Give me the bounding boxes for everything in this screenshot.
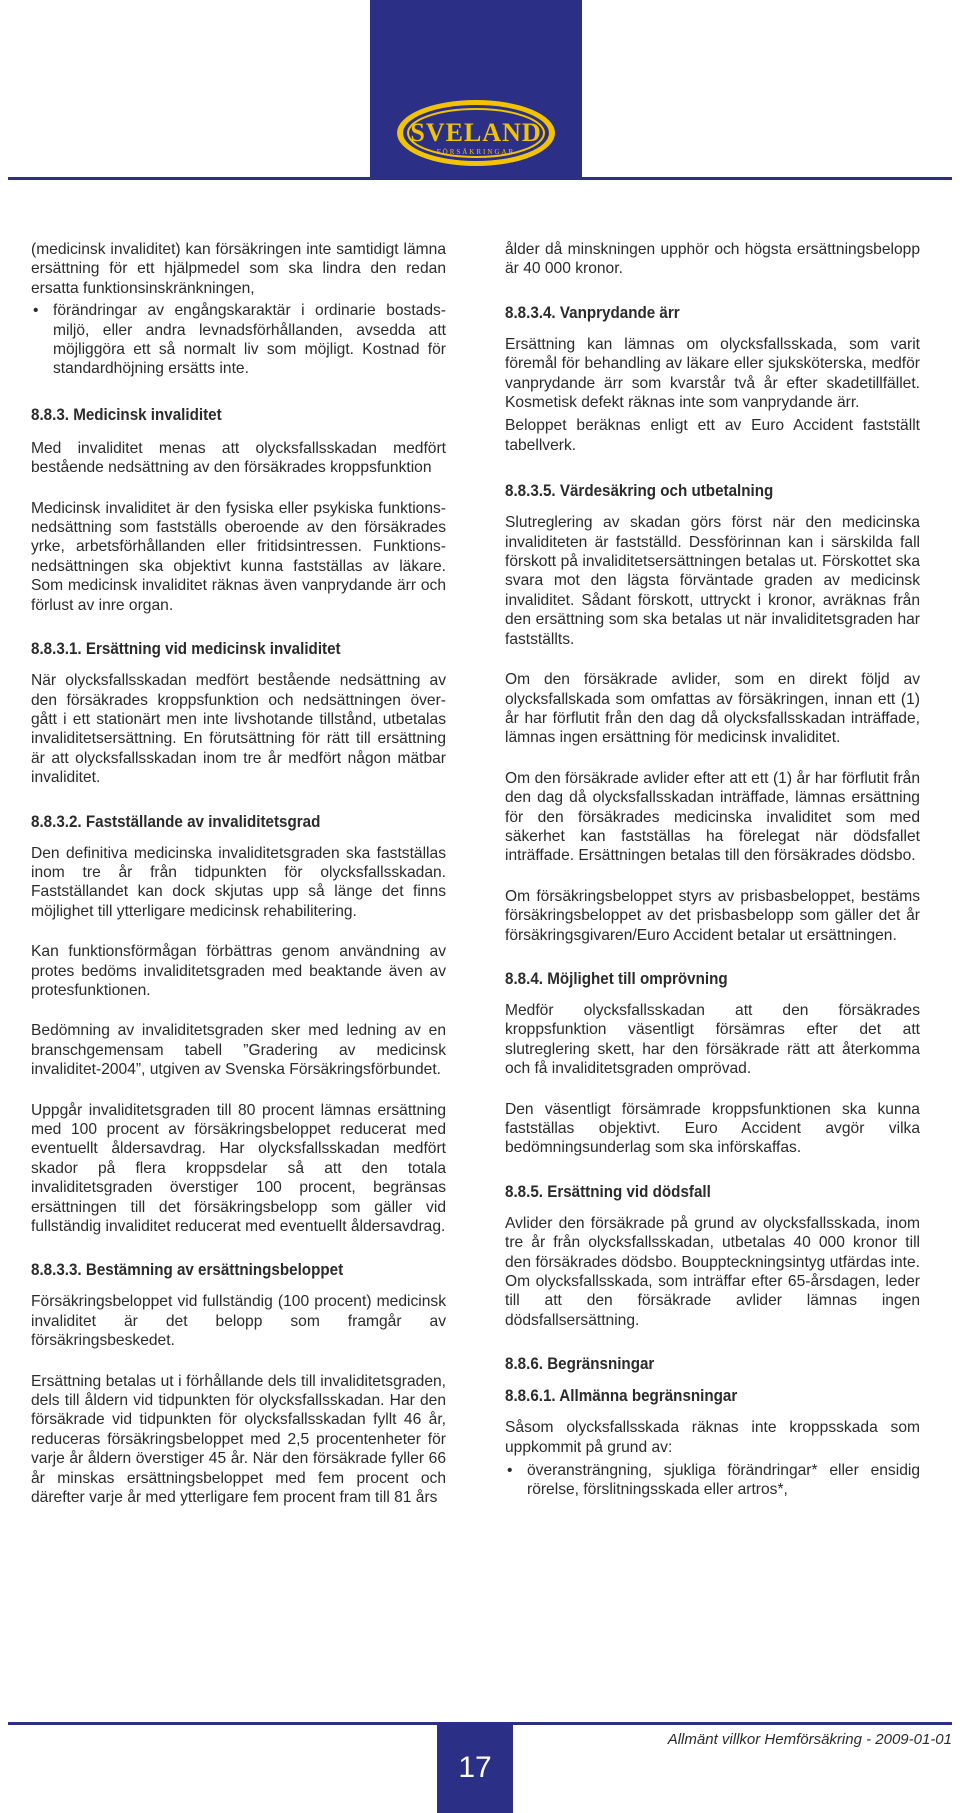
document-title: Allmänt villkor Hemförsäkring - 2009-01-01: [667, 1731, 952, 1748]
paragraph: Uppgår invaliditetsgraden till 80 procent lämnas ersättning med 100 procent av försäkringsbeloppet reducerat med eventuellt åldersavdrag. Har olycksfallsskadan medfört skador på flera kroppsdelar så att den totala invaliditetsgraden överstiger 100 procent, begränsas ersättningen till det försäkringsbelopp som gäller vid fullständig invaliditet reducerat med eventuellt åldersavdrag.: [31, 1101, 446, 1236]
page-number: 17: [437, 1722, 513, 1813]
paragraph: Slutreglering av skadan görs först när den medicinska invaliditeten är fastställd. Dessförinnan kan i särskilda fall förskott på invaliditetsersättningen betalas ut. Förskottet ska svara mot den lägsta förväntade graden av medicinsk invaliditet. Sådant förskott, uttryckt i kronor, avräknas från den ersättning som ska betalas ut när invaliditetsgraden har fastställts.: [505, 514, 920, 648]
paragraph: Bedömning av invaliditetsgraden sker med ledning av en branschgemensam tabell ”Gradering av medicinsk invaliditet-2004”, utgiven av Svenska Försäkringsförbundet.: [31, 1022, 446, 1079]
list-item: [31, 301, 446, 379]
paragraph: Den väsentligt försämrade kroppsfunktionen ska kunna fastställas objektivt. Euro Accident avgör vilka bedömningsunderlag som ska införskaffas.: [505, 1100, 920, 1157]
section-heading: 8.8.3.3. Bestämning av ersättningsbeloppet: [31, 1261, 344, 1280]
paragraph: Med invaliditet menas att olycksfallsskadan medfört bestående nedsättning av den försäkrades kroppsfunktion: [31, 439, 446, 477]
paragraph: Om den försäkrade avlider, som en direkt följd av olycksfallskada som omfattas av försäkringen, innan ett (1) år har förflutit från den dag då olycksfallsskadan inträffade, lämnas ingen ersättning för medicinsk invaliditet.: [505, 671, 920, 747]
section-heading: 8.8.6.1. Allmänna begränsningar: [505, 1387, 738, 1406]
paragraph: ålder då minskningen upphör och högsta ersättningsbelopp är 40 000 kronor.: [505, 241, 920, 278]
section-heading: 8.8.5. Ersättning vid dödsfall: [505, 1182, 711, 1201]
sveland-logo: [370, 0, 582, 180]
paragraph: Den definitiva medicinska invaliditetsgraden ska fastställas inom tre år från tidpunkten för olycksfallsskadan. Fastställandet kan dock skjutas upp så länge det finns möjlighet till ytterligare medicinsk rehabilitering.: [31, 844, 446, 920]
list-item-text: förändringar av engångskaraktär i ordinarie bostads-miljö, eller andra levnadsförhållanden, avsedda att möjliggöra ett så normalt liv som möjligt. Kostnad för standardhöjning ersätts inte.: [53, 302, 446, 378]
bullet-icon: •: [33, 302, 39, 320]
left-column: [31, 240, 446, 1508]
section-heading: 8.8.3.5. Värdesäkring och utbetalning: [505, 482, 774, 501]
paragraph: Ersättning kan lämnas om olycksfallsskada, som varit föremål för behandling av läkare eller sjuksköterska, medför vanprydande ärr som kvarstår två år efter skadetillfället. Kosmetisk defekt räknas inte som vanprydande ärr.: [505, 335, 920, 412]
bullet-icon: •: [507, 1462, 513, 1480]
paragraph: Avlider den försäkrade på grund av olycksfallsskada, inom tre år från olycksfallsskadan, utbetalas 40 000 kronor till den försäkrades dödsbo. Bouppteckningsintyg utfärdas inte. Om olycksfallsskada, som inträffar efter 65-årsdagen, leder till att den försäkrade avlider lämnas ingen dödsfallsersättning.: [505, 1214, 920, 1329]
paragraph: Beloppet beräknas enligt ett av Euro Accident fastställt tabellverk.: [505, 417, 920, 454]
paragraph: Medför olycksfallsskadan att den försäkrades kroppsfunktion väsentligt försämras efter det att slutreglering skett, har den försäkrade rätt att återkomma och få invaliditetsgraden omprövad.: [505, 1001, 920, 1078]
right-column: [505, 240, 920, 1500]
list-item-text: överansträngning, sjukliga förändringar* eller ensidig rörelse, förslitningsskada eller artros*,: [527, 1462, 920, 1499]
paragraph: Försäkringsbeloppet vid fullständig (100 procent) medicinsk invaliditet är det belopp som framgår av försäkringsbeskedet.: [31, 1293, 446, 1350]
section-heading: 8.8.6. Begränsningar: [505, 1355, 655, 1374]
header-logo-panel: [370, 0, 582, 180]
list-item: [505, 1461, 920, 1500]
section-heading: 8.8.3.1. Ersättning vid medicinsk invaliditet: [31, 640, 341, 659]
paragraph: Ersättning betalas ut i förhållande dels till invaliditetsgraden, dels till åldern vid tidpunkten för olycksfallsskadan. Har den försäkrade vid tidpunkten för olycksfallsskadan fyllt 46 år, reduceras försäkringsbeloppet med 2,5 procentenheter för varje år åldern överstiger 45 år. När den försäkrade fyller 66 år minskas ersättningsbeloppet med fem procent och därefter varje år med ytterligare fem procent fram till 81 års: [31, 1372, 446, 1507]
paragraph: Om den försäkrade avlider efter att ett (1) år har förflutit från den dag då olycksfallsskadan inträffade, lämnas ersättning för den försäkrades medicinska invaliditet som med säkerhet kan fastställas ha förelegat när dödsfallet inträffade. Ersättningen betalas till den försäkrades dödsbo.: [505, 769, 920, 865]
section-heading: 8.8.3.4. Vanprydande ärr: [505, 303, 680, 322]
paragraph: (medicinsk invaliditet) kan försäkringen inte samtidigt lämna ersättning för ett hjälpmedel som ska lindra den redan ersatta funktionsinskränkningen,: [31, 241, 446, 297]
section-heading: 8.8.4. Möjlighet till omprövning: [505, 969, 728, 988]
paragraph: Kan funktionsförmågan förbättras genom användning av protes bedöms invaliditetsgraden med beaktande även av protesfunktionen.: [31, 943, 446, 999]
svg-text:FÖRSÄKRINGAR: FÖRSÄKRINGAR: [436, 148, 516, 156]
section-heading: 8.8.3.2. Fastställande av invaliditetsgrad: [31, 812, 321, 831]
section-heading: 8.8.3. Medicinsk invaliditet: [31, 405, 222, 424]
header-divider: [8, 177, 952, 180]
paragraph: När olycksfallsskadan medfört bestående nedsättning av den försäkrades kroppsfunktion och nedsättningen över-gått i ett stationärt men inte livshotande tillstånd, utbetalas invaliditetsersättning. En förutsättning för rätt till ersättning är att olycksfallsskadan inom tre år medfört någon mätbar invaliditet.: [31, 672, 446, 787]
paragraph: Såsom olycksfallsskada räknas inte kroppsskada som uppkommit på grund av:: [505, 1419, 920, 1456]
paragraph: Medicinsk invaliditet är den fysiska eller psykiska funktions-nedsättning som fastställs oberoende av den försäkrades yrke, arbetsförhållanden eller fritidsintressen. Funktions-nedsättningen ska objektivt kunna fastställas av läkare. Som medicinsk invaliditet räknas även vanprydande ärr och förlust av inre organ.: [31, 499, 446, 614]
svg-text:SVELAND: SVELAND: [410, 118, 542, 147]
paragraph: Om försäkringsbeloppet styrs av prisbasbeloppet, bestäms försäkringsbeloppet av det prisbasbelopp som gäller det år försäkringsgivaren/Euro Accident betalar ut ersättningen.: [505, 887, 920, 944]
